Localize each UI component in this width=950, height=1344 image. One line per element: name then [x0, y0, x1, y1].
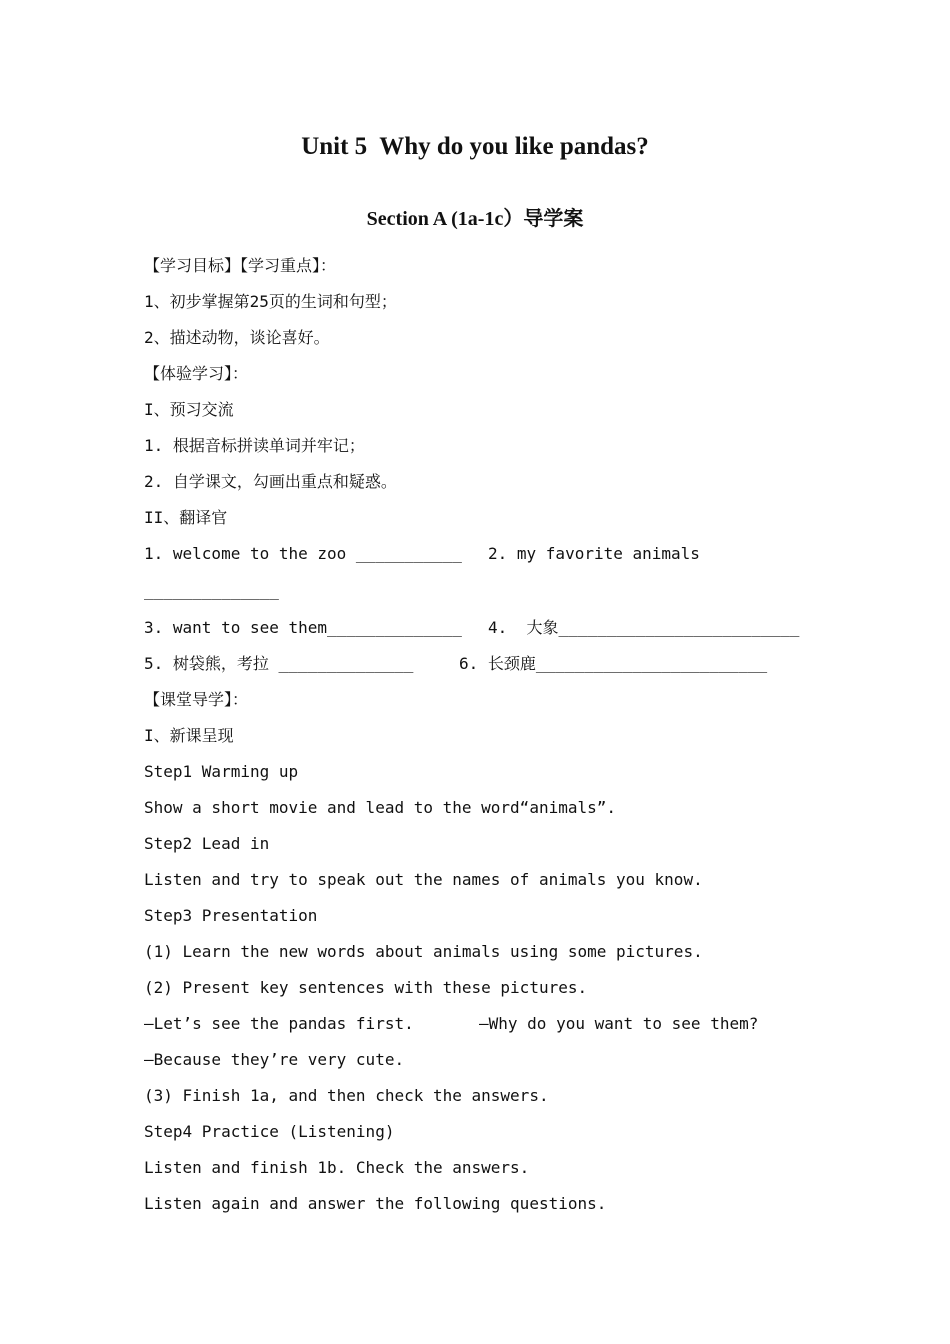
translate-heading: II、翻译官 — [144, 508, 228, 527]
translate-item-1: 1. welcome to the zoo ___________ — [144, 544, 462, 563]
dialog-line-b: —Why do you want to see them? — [479, 1014, 759, 1033]
translate-row-2 — [144, 610, 824, 646]
step-line: Step4 Practice (Listening) — [144, 1122, 395, 1141]
new-lesson-heading: I、新课呈现 — [144, 726, 234, 745]
section-subtitle: Section A (1a-1c）导学案 — [366, 208, 584, 230]
step-line: (1) Learn the new words about animals using some pictures. — [144, 942, 703, 961]
translate-item-3: 3. want to see them______________ — [144, 618, 462, 637]
step-line: (3) Finish 1a, and then check the answers. — [144, 1086, 549, 1105]
objective-item: 2、描述动物，谈论喜好。 — [144, 328, 330, 347]
step-line: Listen and finish 1b. Check the answers. — [144, 1158, 530, 1177]
translate-row-1 — [144, 536, 824, 572]
preview-item: 2. 自学课文，勾画出重点和疑惑。 — [144, 472, 397, 491]
dialog-line-a: —Let’s see the pandas first. — [144, 1014, 414, 1033]
translate-item-4: 4. 大象_________________________ — [488, 618, 800, 637]
page-title: Unit 5 Why do you like pandas? — [301, 133, 649, 160]
preview-item: 1. 根据音标拼读单词并牢记； — [144, 436, 365, 455]
step-line: Step1 Warming up — [144, 762, 299, 781]
dialog-line-c: —Because they’re very cute. — [144, 1050, 405, 1069]
step-line: Step2 Lead in — [144, 834, 270, 853]
experience-heading: 【体验学习】： — [144, 364, 249, 383]
translate-item-6: 6. 长颈鹿________________________ — [459, 654, 768, 673]
translate-item-2-blank: ______________ — [144, 581, 279, 600]
translate-item-2: 2. my favorite animals — [488, 544, 700, 563]
step-line: Step3 Presentation — [144, 906, 318, 925]
step-line: Listen again and answer the following questions. — [144, 1194, 607, 1213]
classroom-heading: 【课堂导学】： — [144, 690, 249, 709]
translate-item-5: 5. 树袋熊，考拉 ______________ — [144, 654, 414, 673]
step-line: (2) Present key sentences with these pictures. — [144, 978, 588, 997]
document-body — [144, 248, 824, 1222]
step-line: Listen and try to speak out the names of animals you know. — [144, 870, 703, 889]
dialog-row — [144, 1006, 824, 1042]
objectives-heading: 【学习目标】【学习重点】： — [144, 256, 337, 275]
step-line: Show a short movie and lead to the word“animals”. — [144, 798, 617, 817]
objective-item: 1、初步掌握第25页的生词和句型； — [144, 292, 397, 311]
preview-heading: I、预习交流 — [144, 400, 234, 419]
translate-row-3 — [144, 646, 824, 682]
